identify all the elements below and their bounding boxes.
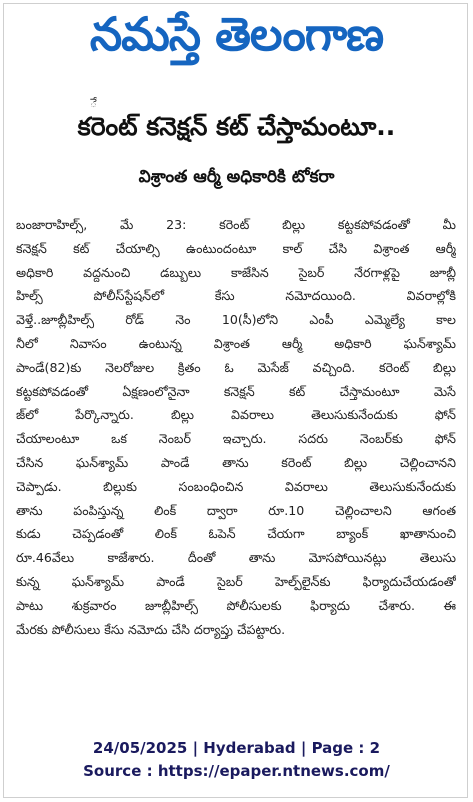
body-line: కట్టకపోవడంతో ఏక్షణంలోనైనా కనెక్షన్ కట్ చేస్తామంటూ మెసే	[16, 383, 456, 399]
body-line: కనెక్షన్ కట్ చేయాల్సి ఉంటుందంటూ కాల్ చేసి విశ్రాంత ఆర్మీ	[16, 240, 456, 256]
body-line: రూ.46వేలు కాజేశారు. దీంతో తాను మోసపోయినట్లు తెలుసు	[16, 550, 456, 566]
body-line: బంజారాహిల్స్, మే 23: కరెంట్ బిల్లు కట్టకపోవడంతో మీ	[16, 217, 456, 232]
body-line: మేరకు పోలీసులు కేసు నమోదు చేసి దర్యాప్తు చేపట్టారు.	[16, 621, 286, 637]
body-line: కున్న ఘన్‌శ్యామ్ పాండే సైబర్ హెల్ప్‌లైన్‌కు ఫిర్యాదుచేయడంతో	[16, 573, 456, 589]
body-line: పాండే(82)కు నెలరోజుల క్రితం ఓ మెసేజ్ వచ్చింది. కరెంట్ బిల్లు	[16, 359, 456, 375]
body-line: జ్‌లో పేర్కొన్నారు. బిల్లు వివరాలు తెలుసుకునేందుకు ఫోన్	[16, 407, 456, 423]
footer-dateline: 24/05/2025 | Hyderabad | Page : 2	[92, 739, 381, 757]
column-marker: ే	[90, 96, 97, 110]
body-line: చేసిన ఘన్‌శ్యామ్ పాండే తాను కరెంట్ బిల్లు చెల్లించానని	[16, 454, 456, 470]
footer-source: Source : https://epaper.ntnews.com/	[83, 762, 390, 780]
body-line: వెళ్తే..జూబ్లీహిల్స్ రోడ్ నెం 10(సీ)లోని ఎంపీ ఎమ్మెల్యే కాల	[16, 312, 456, 328]
masthead-title: నమస్తే తెలంగాణ	[89, 7, 384, 61]
article-headline: కరెంట్ కనెక్షన్ కట్ చేస్తామంటూ..	[77, 112, 396, 141]
body-line: కుడు చెప్పడంతో లింక్ ఓపెన్ చేయగా బ్యాంక్ ఖాతానుంచి	[16, 526, 456, 542]
body-line: చేయాలంటూ ఒక నెంబర్ ఇచ్చారు. సదరు నెంబర్‌కు ఫోన్	[16, 431, 456, 447]
body-line: నీలో నివాసం ఉంటున్న విశ్రాంత ఆర్మీ అధికారి ఘన్‌శ్యామ్	[16, 335, 456, 351]
body-line: చెప్పాడు. బిల్లుకు సంబంధించిన వివరాలు తెలుసుకునేందుకు	[16, 478, 456, 494]
article-subheadline: విశ్రాంత ఆర్మీ అధికారికి టోకరా	[138, 167, 335, 187]
article-body	[16, 213, 456, 641]
body-line: అధికారి వద్దనుంచి డబ్బులు కాజేసిన సైబర్ నేరగాళ్లపై జూబ్లీ	[16, 264, 456, 280]
newspaper-masthead	[0, 2, 473, 78]
body-line: హిల్స్ పోలీస్‌స్టేషన్‌లో కేసు నమోదయింది. వివరాల్లోకి	[16, 288, 456, 304]
body-line: తాను పంపిస్తున్న లింక్ ద్వారా రూ.10 చెల్లించాలని ఆగంత	[16, 502, 456, 518]
body-line: పాటు శుక్రవారం జూబ్లీహిల్స్ పోలీసులకు ఫిర్యాదు చేశారు. ఈ	[16, 597, 456, 613]
